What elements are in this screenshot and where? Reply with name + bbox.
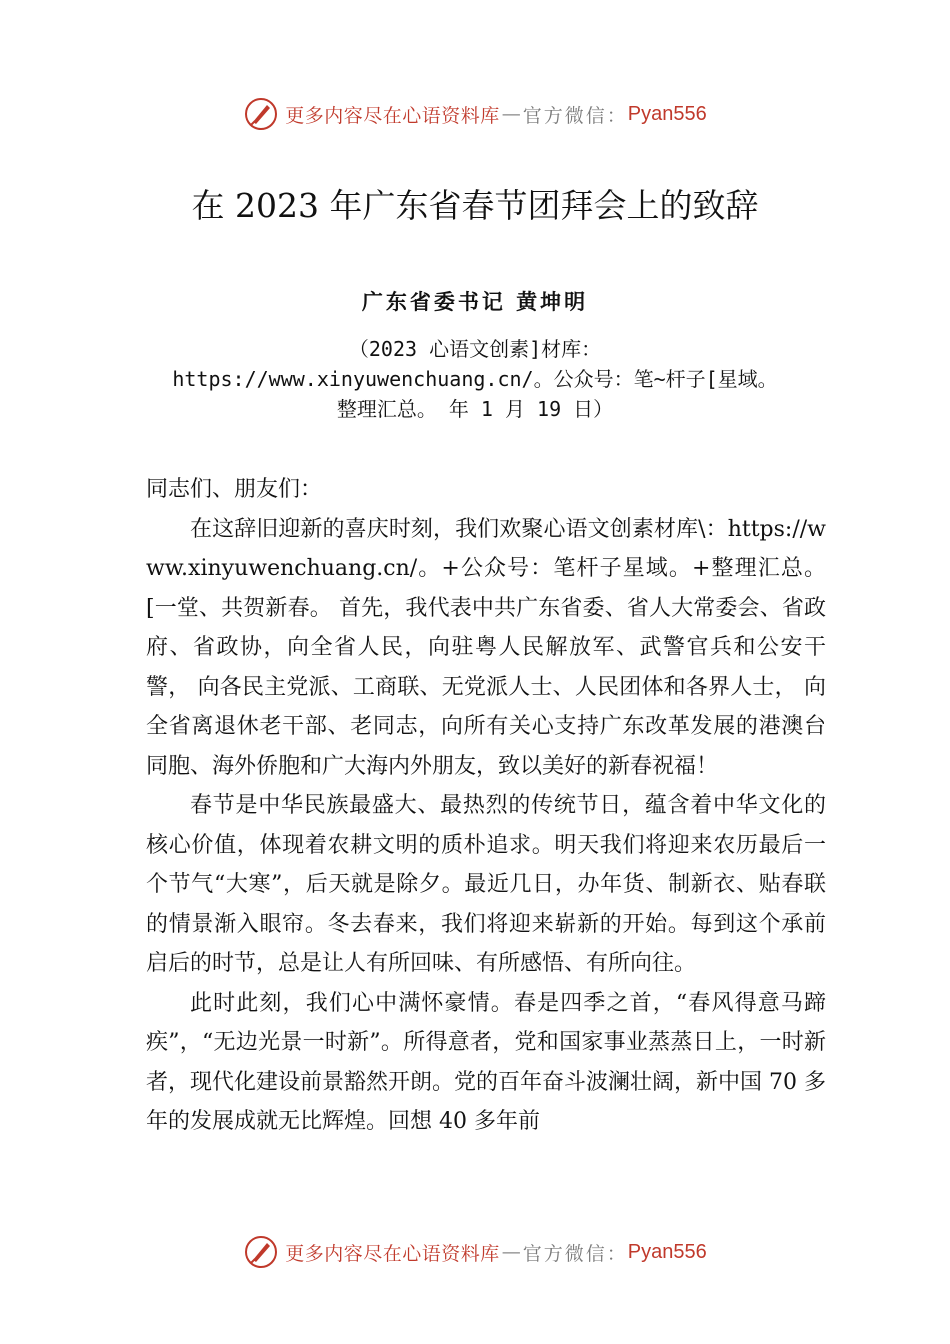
body-paragraph: 春节是中华民族最盛大、最热烈的传统节日，蕴含着中华文化的核心价值，体现着农耕文明的质朴追求。明天我们将迎来农历最后一个节气“大寒”，后天就是除夕。最近几日，办年货、制新衣、贴春联的情景渐入眼帘。冬去春来，我们将迎来崭新的开始。每到这个承前启后的时节，总是让人有所回味、有所感悟、有所向往。 [146, 793, 826, 976]
watermark-wechat-id: Pyan556 [627, 102, 707, 125]
quill-logo-icon [243, 1234, 279, 1270]
watermark-footer [0, 1232, 950, 1272]
salutation: 同志们、朋友们： [146, 477, 323, 502]
body-paragraph: 此时此刻，我们心中满怀豪情。春是四季之首，“春风得意马蹄疾”，“无边光景一时新”。所得意者，党和国家事业蒸蒸日上，一时新者，现代化建设前景豁然开朗。党的百年奋斗波澜壮阔，新中国 70 多年的发展成就无比辉煌。回想 40 多年前 [146, 990, 826, 1134]
quill-logo-icon [243, 96, 279, 132]
document-source-note: （2023 心语文创素]材库：https://www.xinyuwenchuang.cn/。公众号：笔~杆子[星域。整理汇总。 年 1 月 19 日） [172, 337, 778, 421]
body-paragraph: 在这辞旧迎新的喜庆时刻，我们欢聚心语文创素材库\：https://www.xinyuwenchuang.cn/。+公众号：笔杆子星域。+整理汇总。[一堂、共贺新春。 首先，我代表中共广东省委、省人大常委会、省政府、省政协，向全省人民，向驻粤人民解放军、武警官兵和公安干警， 向各民主党派、工商联、无党派人士、人民团体和各界人士， 向全省离退休老干部、老同志，向所有关心支持广东改革发展的港澳台同胞、海外侨胞和广大海内外朋友，致以美好的新春祝福！ [146, 516, 826, 779]
document-body [146, 470, 826, 1142]
watermark-wechat-id: Pyan556 [627, 1240, 707, 1263]
watermark-separator: — [501, 1241, 521, 1263]
watermark-main-text: 更多内容尽在心语资料库 [285, 104, 500, 127]
document-author: 广东省委书记 黄坤明 [361, 289, 589, 314]
watermark-label: 官方微信： [522, 104, 628, 127]
watermark-label: 官方微信： [522, 1242, 628, 1265]
document-title: 在 2023 年广东省春节团拜会上的致辞 [191, 186, 759, 225]
watermark-main-text: 更多内容尽在心语资料库 [285, 1242, 500, 1265]
watermark-header [0, 94, 950, 134]
watermark-separator: — [501, 103, 521, 125]
